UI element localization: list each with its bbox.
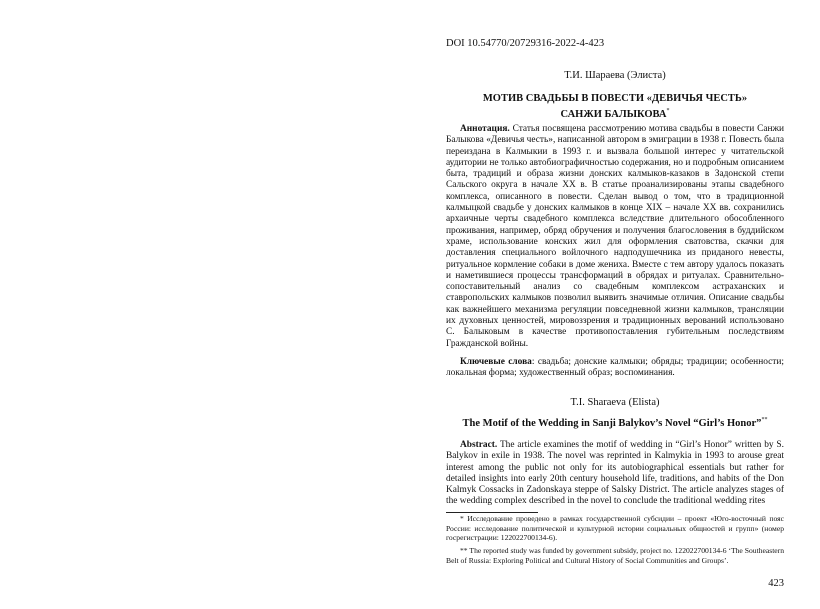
abstract-english-label: Abstract.: [460, 440, 498, 450]
abstract-russian: [446, 124, 784, 350]
title-russian-line-2: САНЖИ БАЛЫКОВА*: [560, 108, 670, 120]
abstract-russian-label: Аннотация.: [460, 124, 510, 134]
title-russian-line-1: МОТИВ СВАДЬБЫ В ПОВЕСТИ «ДЕВИЧЬЯ ЧЕСТЬ»: [482, 93, 748, 104]
keywords-russian: [446, 357, 784, 380]
abstract-english-text: The article examines the motif of wedding in “Girl’s Honor” written by S. Balykov in exile in 1938. The novel was reprinted in Kalmykia in 1993 to arouse great interest among the public not only for its autobiographical essentials but rather for detailed insights into early 20th century household life, traditions, and habits of the Don Kalmyk Cossacks in Zadonskaya steppe of Salsky District. The article analyzes stages of the wedding complex described in the novel to conclude the traditional wedding rites: [446, 440, 784, 507]
keywords-russian-label: Ключевые слова: [460, 357, 532, 367]
footnote-english: ** The reported study was funded by government subsidy, project no. 122022700134-6 ‘The Southeastern Belt of Russia: Exploring Political and Cultural History of Social Communities and Groups’.: [446, 546, 784, 565]
abstract-russian-text: Статья посвящена рассмотрению мотива свадьбы в повести Санжи Балыкова «Девичья честь», написанной автором в эмиграции в 1938 г. Повесть была переиздана в Калмыкии в 1993 г. и вызвала большой интерес у читательской аудитории не только автобиографичностью содержания, но и подробным описанием быта, традиций и образа жизни донских калмыков-казаков в Задонской степи Сальского округа в начале XX в. В статье проанализированы этапы свадебного комплекса, описанного в повести. Сделан вывод о том, что в традиционной калмыцкой свадьбе у донских калмыков в конце XIX – начале XX вв. сохранились архаичные черты свадебного комплекса вследствие длительного обособленного проживания, например, обряд обручения и получения благословения в буддийском храме, использование конских жил для оформления сватовства, скачки для доставления специального войлочного надподушечника из приданого невесты, ритуальное кормление собаки в доме жениха. Вместе с тем автору удалось показать и наметившиеся процессы трансформаций в обрядах и ритуалах. Сравнительно-сопоставительный анализ со свадебным комплексом астраханских и ставропольских калмыков позволил выявить значимые отличия. Описание свадьбы как важнейшего механизма регуляции повседневной жизни калмыков, трансляции их духовных ценностей, мировоззрения и традиционных верований использовано С. Балыковым в качестве противопоставления губительным последствиям Гражданской войны.: [446, 124, 784, 349]
title-russian: [446, 92, 784, 121]
title-english-footnote-mark: **: [761, 417, 768, 423]
title-russian-footnote-mark: *: [666, 108, 670, 114]
title-english: The Motif of the Wedding in Sanji Balykov’s Novel “Girl’s Honor”**: [462, 417, 768, 429]
footnote-divider: [446, 512, 538, 513]
footnote-russian: * Исследование проведено в рамках государственной субсидии – проект «Юго-восточный пояс России: исследование политической и культурной истории социальных общностей и групп» (номер госрегистрации: 122022700134-6).: [446, 514, 784, 543]
keywords-russian-text: : свадьба; донские калмыки; обряды; традиции; особенности; локальная форма; художественный образ; воспоминания.: [446, 357, 785, 379]
abstract-english: [446, 440, 784, 508]
doi-line: DOI 10.54770/20729316-2022-4-423: [446, 38, 605, 49]
author-russian: Т.И. Шараева (Элиста): [564, 70, 666, 81]
page-number: 423: [768, 578, 784, 589]
author-english: T.I. Sharaeva (Elista): [570, 397, 660, 408]
